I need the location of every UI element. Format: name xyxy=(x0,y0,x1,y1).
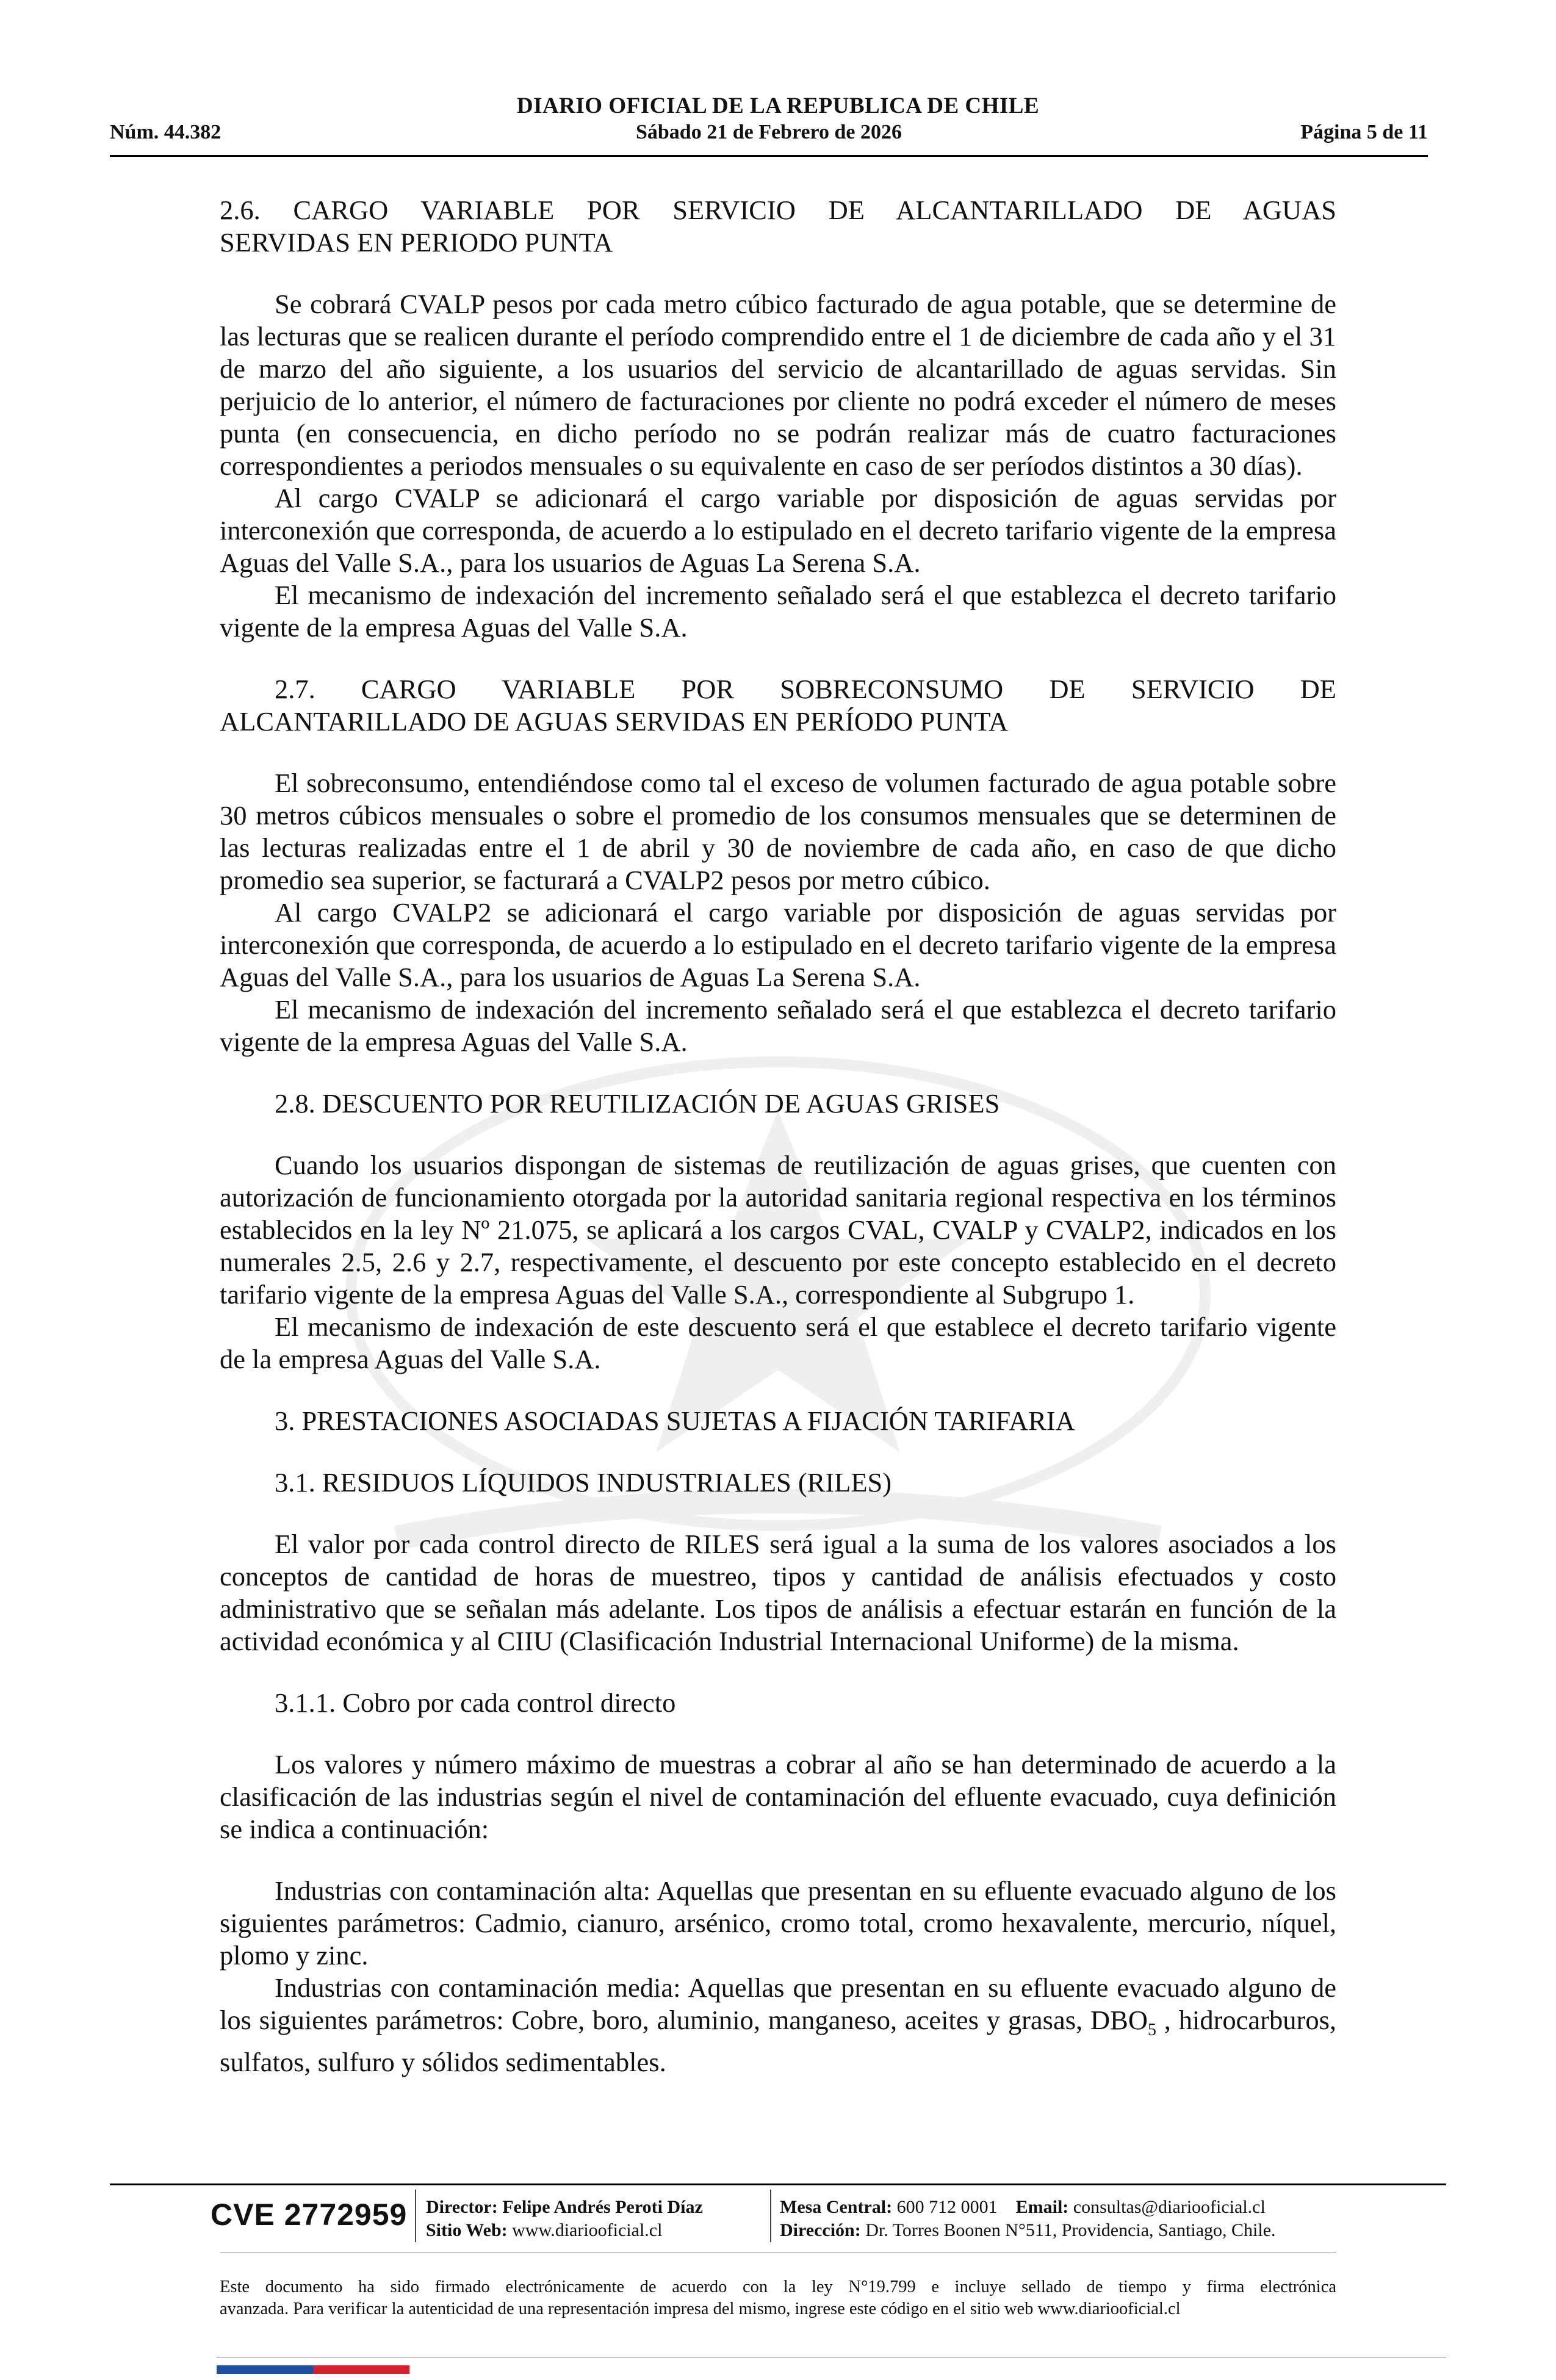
paragraph: Se cobrará CVALP pesos por cada metro cúbico facturado de agua potable, que se determine de las lecturas que se realicen durante el período comprendido entre el 1 de diciembre de cada año y el 31 de marzo del año siguiente, a los usuarios del servicio de alcantarillado de aguas servidas. Sin perjuicio de lo anterior, el número de facturaciones por cliente no podrá exceder el número de meses punta (en consecuencia, en dicho período no se podrán realizar más de cuatro facturaciones correspondientes a periodos mensuales o su equivalente en caso de ser períodos distintos a 30 días). xyxy=(220,289,1336,481)
document-body xyxy=(220,194,1336,2079)
cve-code: CVE 2772959 xyxy=(211,2198,408,2232)
email-label: Email: xyxy=(1015,2197,1069,2217)
paragraph: El mecanismo de indexación del incremento señalado será el que establezca el decreto tarifario vigente de la empresa Aguas del Valle S.A. xyxy=(220,994,1336,1057)
paragraph: El mecanismo de indexación del incremento señalado será el que establezca el decreto tarifario vigente de la empresa Aguas del Valle S.A. xyxy=(220,580,1336,643)
address-label: Dirección: xyxy=(780,2220,861,2240)
flag-stripe-red xyxy=(313,2365,409,2374)
section-2-7-heading-line1: 2.7. CARGO VARIABLE POR SOBRECONSUMO DE SERVICIO DE xyxy=(275,674,1336,704)
newspaper-title: DIARIO OFICIAL DE LA REPUBLICA DE CHILE xyxy=(516,93,1040,118)
paragraph: Al cargo CVALP2 se adicionará el cargo variable por disposición de aguas servidas por interconexión que corresponda, de acuerdo a lo estipulado en el decreto tarifario vigente de la empresa Aguas del Valle S.A., para los usuarios de Aguas La Serena S.A. xyxy=(220,897,1336,992)
paragraph-medium-contamination xyxy=(220,1972,1336,2079)
paragraph: Los valores y número máximo de muestras a cobrar al año se han determinado de acuerdo a la clasificación de las industrias según el nivel de contaminación del efluente evacuado, cuya definición se indica a continuación: xyxy=(220,1749,1336,1844)
section-2-6-heading-line1: 2.6. CARGO VARIABLE POR SERVICIO DE ALCANTARILLADO DE AGUAS xyxy=(220,195,1336,225)
page-indicator: Página 5 de 11 xyxy=(1300,121,1428,143)
section-3-1-heading: 3.1. RESIDUOS LÍQUIDOS INDUSTRIALES (RILES) xyxy=(275,1467,892,1498)
issue-date: Sábado 21 de Febrero de 2026 xyxy=(635,121,902,143)
paragraph-high-contamination: Industrias con contaminación alta: Aquellas que presentan en su efluente evacuado alguno de los siguientes parámetros: Cadmio, cianuro, arsénico, cromo total, cromo hexavalente, mercurio, níquel, plomo y zinc. xyxy=(220,1875,1336,1971)
website-label: Sitio Web: xyxy=(426,2220,508,2240)
legal-notice-line2: avanzada. Para verificar la autenticidad de una representación impresa del mismo, ingrese este código en el sitio web www.diariooficial.cl xyxy=(220,2299,1181,2318)
section-3-1-1-heading: 3.1.1. Cobro por cada control directo xyxy=(275,1687,676,1718)
address-value: Dr. Torres Boonen N°511, Providencia, Santiago, Chile. xyxy=(865,2220,1276,2240)
paragraph: El sobreconsumo, entendiéndose como tal el exceso de volumen facturado de agua potable sobre 30 metros cúbicos mensuales o sobre el promedio de los consumos mensuales que se determinen de las lecturas realizadas entre el 1 de abril y 30 de noviembre de cada año, en caso de que dicho promedio sea superior, se facturará a CVALP2 pesos por metro cúbico. xyxy=(220,768,1336,895)
masthead-divider xyxy=(110,155,1428,157)
email-link[interactable]: consultas@diariooficial.cl xyxy=(1073,2197,1266,2217)
medium-contamination-end: , hidrocarburos, sulfatos, sulfuro y sólidos sedimentables. xyxy=(220,2005,1337,2077)
paragraph: El mecanismo de indexación de este descuento será el que establece el decreto tarifario vigente de la empresa Aguas del Valle S.A. xyxy=(220,1311,1336,1374)
masthead-row xyxy=(110,121,1428,149)
section-2-6-heading-line2: SERVIDAS EN PERIODO PUNTA xyxy=(220,227,613,258)
phone-number: 600 712 0001 xyxy=(896,2197,998,2217)
section-2-7-heading-line2: ALCANTARILLADO DE AGUAS SERVIDAS EN PERÍODO PUNTA xyxy=(220,706,1009,737)
footer-contact-block xyxy=(780,2196,1276,2242)
dbo-subscript: 5 xyxy=(1147,2020,1156,2039)
director-label: Director: xyxy=(426,2197,498,2217)
section-3-heading: 3. PRESTACIONES ASOCIADAS SUJETAS A FIJACIÓN TARIFARIA xyxy=(275,1405,1075,1436)
issue-number: Núm. 44.382 xyxy=(110,121,222,143)
section-2-8-heading: 2.8. DESCUENTO POR REUTILIZACIÓN DE AGUAS GRISES xyxy=(275,1088,1000,1119)
legal-notice-line1: Este documento ha sido firmado electrónicamente de acuerdo con la ley N°19.799 e incluye sellado de tiempo y firma electrónica xyxy=(220,2277,1336,2296)
website-link[interactable]: www.diariooficial.cl xyxy=(512,2220,663,2240)
footer-separator xyxy=(415,2190,416,2242)
paragraph: Al cargo CVALP se adicionará el cargo variable por disposición de aguas servidas por interconexión que corresponda, de acuerdo a lo estipulado en el decreto tarifario vigente de la empresa Aguas del Valle S.A., para los usuarios de Aguas La Serena S.A. xyxy=(220,483,1336,578)
paragraph: El valor por cada control directo de RILES será igual a la suma de los valores asociados a los conceptos de cantidad de horas de muestreo, tipos y cantidad de análisis efectuados y costo administrativo que se señalan más adelante. Los tipos de análisis a efectuar estarán en función de la actividad económica y al CIIU (Clasificación Industrial Internacional Uniforme) de la misma. xyxy=(220,1529,1336,1656)
phone-label: Mesa Central: xyxy=(780,2197,893,2217)
footer-director-block xyxy=(426,2196,703,2242)
medium-contamination-text: Industrias con contaminación media: Aquellas que presentan en su efluente evacuado alguno de los siguientes parámetros: Cobre, boro, aluminio, manganeso, aceites y grasas, DBO xyxy=(220,1972,1336,2035)
paragraph: Cuando los usuarios dispongan de sistemas de reutilización de aguas grises, que cuenten con autorización de funcionamiento otorgada por la autoridad sanitaria regional respectiva en los términos establecidos en la ley Nº 21.075, se aplicará a los cargos CVAL, CVALP y CVALP2, indicados en los numerales 2.5, 2.6 y 2.7, respectivamente, el descuento por este concepto establecido en el decreto tarifario vigente de la empresa Aguas del Valle S.A., correspondiente al Subgrupo 1. xyxy=(220,1150,1336,1310)
flag-stripe-blue xyxy=(217,2365,313,2374)
director-name: Felipe Andrés Peroti Díaz xyxy=(502,2197,703,2217)
footer-top-divider xyxy=(110,2183,1446,2185)
footer-separator xyxy=(770,2190,771,2242)
